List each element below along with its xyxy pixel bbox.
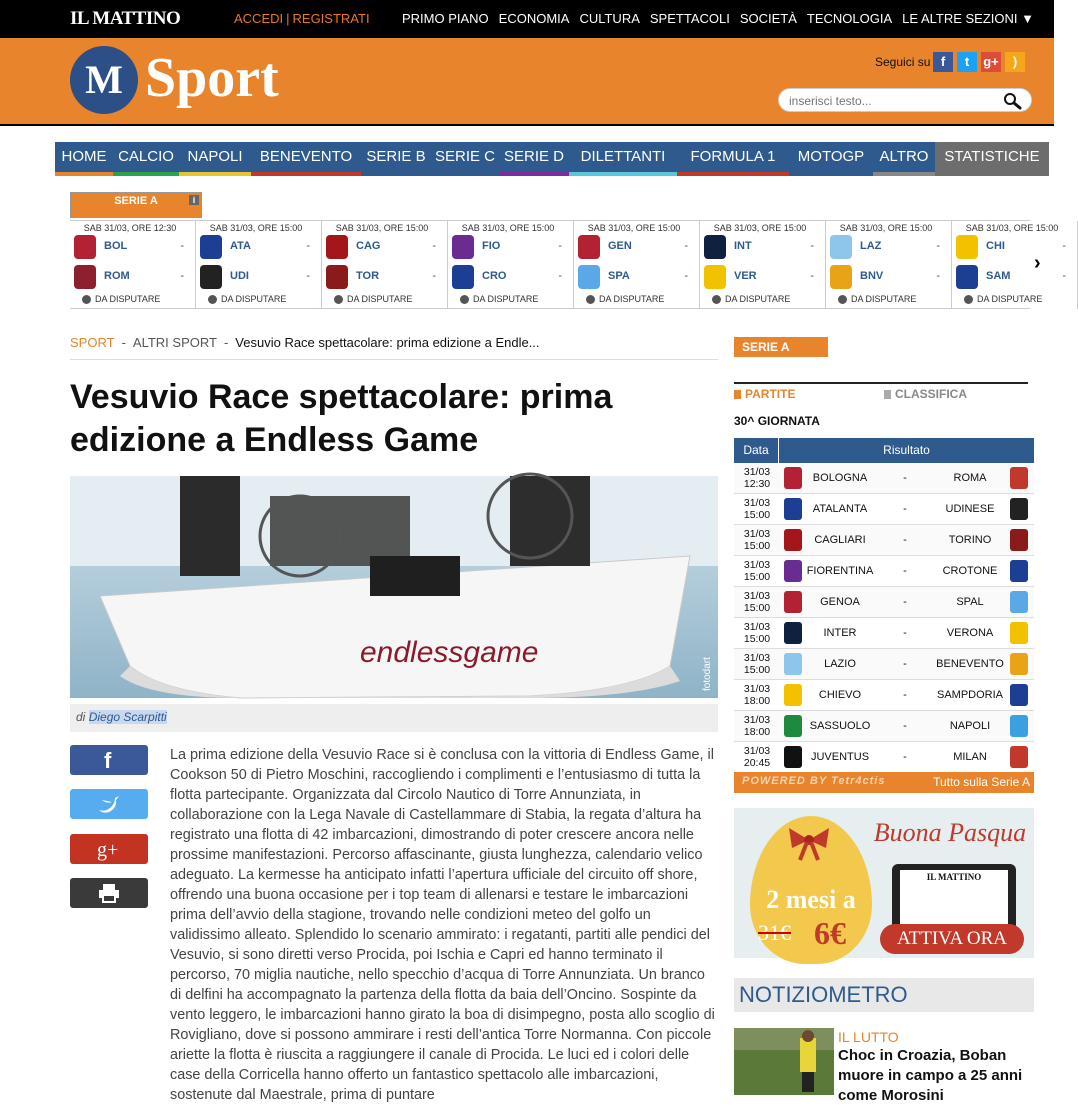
score: - [903,720,907,732]
auth-links: ACCEDI | REGISTRATI [234,11,370,26]
away-team: NAPOLI [949,720,991,732]
tab-serie-b[interactable]: SERIE B [361,142,431,176]
breadcrumb-altri-sport[interactable]: ALTRI SPORT [132,335,217,350]
team-crest-icon [74,235,96,259]
status-dot-icon [838,295,847,304]
score: - [810,240,814,252]
match-day: 31/03 [743,559,771,571]
home-team: ATALANTA [812,503,868,515]
notiziometro-heading: NOTIZIOMETRO [734,978,1034,1012]
strip-tab-serie-a[interactable] [70,192,202,218]
match-datetime [740,590,774,614]
match-datetime [740,714,774,738]
score: - [903,503,907,515]
status-dot-icon [586,295,595,304]
away-team-row [200,265,316,289]
nav-spettacoli[interactable]: SPETTACOLI [649,11,730,26]
print-button[interactable] [70,878,148,908]
score: - [558,240,562,252]
match-datetime [740,745,774,769]
match-status-label: DA DISPUTARE [725,294,791,304]
team-crest-icon [578,265,600,289]
col-result: Risultato [883,443,930,457]
match-date: SAB 31/03, ORE 15:00 [335,223,429,233]
bow-icon [784,822,834,862]
promo-old-price: 31€ [758,920,791,945]
nav-tecnologia[interactable]: TECNOLOGIA [806,11,893,26]
team-crest-icon [1010,591,1028,613]
match-time: 20:45 [743,757,771,769]
top-bar [0,0,1054,38]
news-title[interactable]: Choc in Croazia, Boban muore in campo a 25 anni come Morosini [838,1047,1023,1104]
tab-home[interactable]: HOME [55,142,113,176]
match-card[interactable] [70,221,196,309]
tab-serie-d[interactable]: SERIE D [499,142,569,176]
away-team: SAM [986,270,1011,282]
match-time: 15:00 [743,602,771,614]
article-photo [70,476,718,698]
home-team: LAZIO [824,658,856,670]
match-day: 31/03 [743,590,771,602]
score: - [936,240,940,252]
table-row[interactable] [734,711,1034,742]
match-card[interactable] [196,221,322,309]
article-body: La prima edizione della Vesuvio Race si è conclusa con la vittoria di Endless Game, il Cookson 50 di Pietro Moschini, raccogliendo i complimenti e l’entusiasmo di tutta la flotta partecipante. Organizzata dal Circolo Nautico di Torre Annunziata, in collaborazione con la Lega Navale di Castellammare di Stabia, la regata d’altura ha registrato una flotta di 42 imbarcazioni, dimostrando di poter crescere ancora nelle prossime manifestazioni. Percorso affascinante, giusta lunghezza, calendario velico adeguato. La kermesse ha anticipato infatti l’apertura ufficiale del circuito off shore, offrendo una buona occasione per i top team di allenarsi e testare le imbarcazioni prima dell’avvio della stagione, trovando nelle condizioni meteo del golfo un validissimo alleato. Splendido lo scenario ammirato: i regatanti, partiti alle pendici del Vesuvio, si sono diretti verso Procida, poi Ischia e Capri ed hanno terminato il percorso, 70 miglia nautiche, nello specchio d’acqua di Torre Annunziata. Un branco di delfini ha accompagnato la partenza della flotta da baia dell’Oncino. Sospinte da vento leggero, le imbarcazioni hanno girato la boa di disimpegno, posta allo scoglio di Rovigliano, dove si possono ammirare i resti dell’antica Torre Normanna. Con piccole ariette la flotta è riuscita a raggiungere il canale di Procida. Le luci ed i colori delle case della Corricella hanno offerto un fantastico spettacolo alle imbarcazioni, sostenute dal Maestrale, prima di puntare [170,747,715,1103]
search-input[interactable] [789,92,999,110]
table-row[interactable] [734,742,1034,773]
match-time: 15:00 [743,664,771,676]
divider [70,359,718,360]
match-status-label: DA DISPUTARE [977,294,1043,304]
breadcrumb: SPORT - ALTRI SPORT - Vesuvio Race spettacolare: prima edizione a Endle... [70,335,540,350]
breadcrumb-current: Vesuvio Race spettacolare: prima edizione a Endle... [235,335,540,350]
match-status [712,294,790,304]
away-team: ROMA [953,472,987,484]
score: - [180,240,184,252]
match-status [586,294,664,304]
match-status-label: DA DISPUTARE [95,294,161,304]
match-time: 18:00 [743,726,771,738]
score: - [903,689,907,701]
tab-classifica[interactable] [884,387,967,401]
match-card[interactable] [574,221,700,309]
team-crest-icon [452,235,474,259]
login-link[interactable]: ACCEDI [234,11,284,26]
home-team: ATA [230,240,251,252]
away-team: SPA [608,270,630,282]
football-player-image [734,1028,834,1095]
home-team-row [74,235,190,259]
nav-economia[interactable]: ECONOMIA [498,11,570,26]
match-status-label: DA DISPUTARE [347,294,413,304]
score: - [306,270,310,282]
home-team: CAGLIARI [814,534,866,546]
status-dot-icon [964,295,973,304]
team-crest-icon [1010,498,1028,520]
home-team: CHIEVO [818,689,862,701]
rss-icon[interactable]: ) [1005,52,1025,72]
search-icon[interactable] [1003,92,1021,110]
search-box [778,88,1032,112]
team-crest-icon [704,235,726,259]
table-row[interactable] [734,618,1034,649]
article-title: Vesuvio Race spettacolare: prima edizione a Endless Game [70,378,613,459]
score: - [1062,270,1066,282]
home-team: CAG [356,240,381,252]
team-crest-icon [830,265,852,289]
away-team: UDI [230,270,249,282]
match-day: 31/03 [743,745,771,757]
tab-statistiche[interactable]: STATISTICHE [935,142,1049,176]
nav-societa[interactable]: SOCIETÀ [739,11,797,26]
match-date: SAB 31/03, ORE 12:30 [83,223,177,233]
section-nav [55,142,1049,176]
home-team-row [452,235,568,259]
sport-logo-text[interactable]: Sport [145,47,279,109]
table-row[interactable] [734,649,1034,680]
breadcrumb-sport[interactable]: SPORT [70,335,115,350]
sidebar-footer [734,772,1034,793]
team-crest-icon [956,265,978,289]
away-team: SPAL [956,596,984,608]
match-strip [70,220,1066,309]
match-status [334,294,412,304]
status-dot-icon [208,295,217,304]
match-datetime [740,621,774,645]
facebook-icon [97,748,121,773]
all-serie-a-link[interactable]: Tutto sulla Serie A [933,775,1030,789]
facebook-icon[interactable]: f [933,52,953,72]
home-team: LAZ [860,240,882,252]
home-team: JUVENTUS [810,751,870,763]
social-links [933,52,1025,72]
match-status-label: DA DISPUTARE [221,294,287,304]
match-time: 15:00 [743,633,771,645]
svg-text:g+: g+ [97,839,119,861]
tab-serie-c[interactable]: SERIE C [431,142,499,176]
status-dot-icon [334,295,343,304]
subscription-banner[interactable] [734,808,1034,958]
svg-text:f: f [104,748,112,773]
match-time: 15:00 [743,509,771,521]
team-crest-icon [1010,715,1028,737]
home-team: SASSUOLO [809,720,871,732]
score: - [903,534,907,546]
tab-dilettanti[interactable]: DILETTANTI [569,142,677,176]
tab-motogp[interactable]: MOTOGP [789,142,873,176]
table-row[interactable] [734,587,1034,618]
promo-offer: 2 mesi a [766,885,856,914]
team-crest-icon [1010,746,1028,768]
team-crest-icon [452,265,474,289]
away-team: UDINESE [945,503,995,515]
score: - [903,658,907,670]
away-team: TOR [356,270,380,282]
il-mattino-logo[interactable]: IL MATTINO [70,8,181,29]
match-card[interactable] [322,221,448,309]
tab-partite[interactable] [734,387,795,401]
away-team-row [578,265,694,289]
square-icon [734,390,741,399]
nav-altre-sezioni[interactable]: LE ALTRE SEZIONI ▼ [902,11,1034,26]
strip-tab-label: SERIE A [114,195,158,207]
match-datetime [740,528,774,552]
score: - [1062,240,1066,252]
away-team: ROM [104,270,130,282]
tab-formula-1[interactable]: FORMULA 1 [677,142,789,176]
top-nav [402,11,1034,26]
match-card[interactable] [826,221,952,309]
facebook-share-button[interactable] [70,745,148,775]
twitter-icon [97,794,121,814]
tab-altro[interactable]: ALTRO [873,142,935,176]
status-dot-icon [82,295,91,304]
sidebar-tab-serie-a[interactable]: SERIE A [734,337,828,357]
photo-caption [70,704,718,732]
team-crest-icon [1010,560,1028,582]
score: - [558,270,562,282]
col-date: Data [734,438,779,463]
away-team: CROTONE [942,565,998,577]
home-team: CHI [986,240,1005,252]
match-status [838,294,916,304]
match-time: 18:00 [743,695,771,707]
site-header [0,38,1054,126]
score: - [810,270,814,282]
match-time: 12:30 [743,478,771,490]
powered-by: POWERED BY Tetr4ctis [742,775,886,787]
home-team-row [326,235,442,259]
sport-logo-circle[interactable]: M [70,46,138,114]
googleplus-icon [97,839,125,859]
boat-name-text: endlessgame [360,636,539,669]
team-crest-icon [326,235,348,259]
match-date: SAB 31/03, ORE 15:00 [461,223,555,233]
away-team-row [452,265,568,289]
score: - [432,240,436,252]
team-crest-icon [1010,622,1028,644]
match-time: 15:00 [743,571,771,583]
match-status-label: DA DISPUTARE [851,294,917,304]
team-crest-icon [200,265,222,289]
score: - [903,472,907,484]
away-team-row [830,265,946,289]
match-day: 31/03 [743,528,771,540]
match-date: SAB 31/03, ORE 15:00 [965,223,1059,233]
print-icon [97,883,121,903]
home-team-row [956,235,1072,259]
divider [734,382,1028,384]
home-team: FIORENTINA [806,565,874,577]
match-day: 31/03 [743,652,771,664]
score: - [936,270,940,282]
match-card[interactable] [952,221,1078,309]
promo-new-price: 6€ [814,915,846,951]
score: - [903,751,907,763]
results-table-header [734,438,1034,463]
match-date: SAB 31/03, ORE 15:00 [209,223,303,233]
away-team-row [956,265,1072,289]
away-team-row [704,265,820,289]
home-team-row [200,235,316,259]
promo-greeting: Buona Pasqua [873,818,1027,847]
home-team-row [830,235,946,259]
match-datetime [740,683,774,707]
away-team: VER [734,270,757,282]
team-crest-icon [1010,529,1028,551]
match-datetime [740,652,774,676]
away-team: VERONA [946,627,994,639]
table-row[interactable] [734,556,1034,587]
nav-cultura[interactable]: CULTURA [579,11,640,26]
match-time: 15:00 [743,540,771,552]
team-crest-icon [578,235,600,259]
away-team: MILAN [953,751,987,763]
register-link[interactable]: REGISTRATI [292,11,370,26]
activate-button[interactable]: ATTIVA ORA [880,924,1024,954]
match-status [460,294,538,304]
status-dot-icon [712,295,721,304]
table-row[interactable] [734,494,1034,525]
score: - [432,270,436,282]
tab-partite-label: PARTITE [745,387,796,401]
score: - [903,565,907,577]
match-card[interactable] [700,221,826,309]
nav-primo-piano[interactable]: PRIMO PIANO [401,11,489,26]
match-date: SAB 31/03, ORE 15:00 [587,223,681,233]
score: - [684,270,688,282]
home-team-row [578,235,694,259]
team-crest-icon [200,235,222,259]
home-team: INT [734,240,752,252]
match-date: SAB 31/03, ORE 15:00 [839,223,933,233]
team-crest-icon [1010,684,1028,706]
status-dot-icon [460,295,469,304]
match-datetime [740,497,774,521]
tab-napoli[interactable]: NAPOLI [179,142,251,176]
team-crest-icon [830,235,852,259]
tab-classifica-label: CLASSIFICA [895,387,967,401]
chevron-right-icon[interactable]: › [1034,252,1041,274]
away-team: CRO [482,270,507,282]
twitter-share-button[interactable] [70,789,148,819]
news-kicker: IL LUTTO [838,1029,899,1045]
sailboat-image [70,476,718,698]
score: - [903,596,907,608]
match-day: 31/03 [743,714,771,726]
photo-credit: fotodart [702,657,713,691]
home-team: BOL [104,240,128,252]
square-icon [884,390,891,399]
tab-benevento[interactable]: BENEVENTO [251,142,361,176]
away-team-row [74,265,190,289]
score: - [684,240,688,252]
team-crest-icon [1010,653,1028,675]
score: - [306,240,310,252]
table-row[interactable] [734,680,1034,711]
match-date: SAB 31/03, ORE 15:00 [713,223,807,233]
follow-label: Seguici su [875,55,931,69]
match-datetime [740,466,774,490]
tablet-newspaper-title: IL MATTINO [926,872,982,882]
team-crest-icon [326,265,348,289]
match-day: 31/03 [743,466,771,478]
info-icon[interactable]: i [189,195,199,205]
googleplus-share-button[interactable] [70,834,148,864]
away-team: BNV [860,270,884,282]
home-team-row [704,235,820,259]
score: - [180,270,184,282]
team-crest-icon [704,265,726,289]
away-team: SAMPDORIA [936,689,1003,701]
googleplus-icon[interactable]: g+ [981,52,1001,72]
home-team: BOLOGNA [812,472,868,484]
team-crest-icon [74,265,96,289]
match-day: 31/03 [743,497,771,509]
author-link[interactable]: Diego Scarpitti [88,710,167,724]
match-day: 31/03 [743,683,771,695]
tab-calcio[interactable]: CALCIO [113,142,179,176]
news-thumbnail[interactable] [734,1028,834,1095]
home-team: FIO [482,240,501,252]
twitter-icon[interactable]: t [957,52,977,72]
away-team: TORINO [948,534,992,546]
match-day: 31/03 [743,621,771,633]
byline-prefix: di [76,710,86,724]
match-status [964,294,1042,304]
table-row[interactable] [734,525,1034,556]
match-datetime [740,559,774,583]
away-team-row [326,265,442,289]
match-card[interactable] [448,221,574,309]
match-status-label: DA DISPUTARE [599,294,665,304]
team-crest-icon [1010,467,1028,489]
table-row[interactable] [734,463,1034,494]
away-team: BENEVENTO [936,658,1004,670]
home-team: GEN [608,240,632,252]
score: - [903,627,907,639]
home-team: GENOA [820,596,860,608]
match-status [82,294,160,304]
home-team: INTER [823,627,857,639]
team-crest-icon [956,235,978,259]
match-status [208,294,286,304]
match-status-label: DA DISPUTARE [473,294,539,304]
round-label: 30^ GIORNATA [734,414,820,428]
